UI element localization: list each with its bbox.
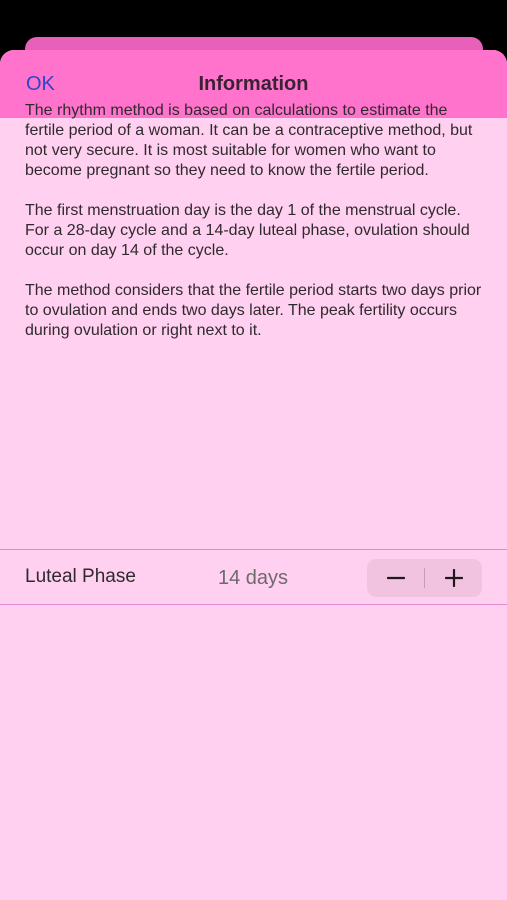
- luteal-phase-value: 14 days: [218, 567, 289, 589]
- info-paragraph: The rhythm method is based on calculations to estimate the fertile period of a woman. It can be a contraceptive method, but not very secure. It is most suitable for women who want to become pregnant so they need to know the fertile period.: [25, 102, 473, 179]
- decrement-button[interactable]: [367, 559, 424, 597]
- ok-button[interactable]: OK: [26, 73, 55, 95]
- luteal-phase-stepper: [367, 559, 482, 597]
- increment-button[interactable]: [425, 559, 482, 597]
- information-text: [25, 101, 487, 361]
- info-paragraph: The first menstruation day is the day 1 of the menstrual cycle. For a 28-day cycle and a 14-day luteal phase, ovulation should occur on day 14 of the cycle.: [25, 202, 470, 259]
- luteal-phase-label: Luteal Phase: [25, 566, 136, 587]
- page-title: Information: [198, 73, 309, 95]
- minus-icon: [387, 569, 405, 587]
- luteal-phase-row: [0, 549, 507, 605]
- plus-icon: [445, 569, 463, 587]
- info-paragraph: The method considers that the fertile period starts two days prior to ovulation and ends two days later. The peak fertility occurs during ovulation or right next to it.: [25, 282, 482, 339]
